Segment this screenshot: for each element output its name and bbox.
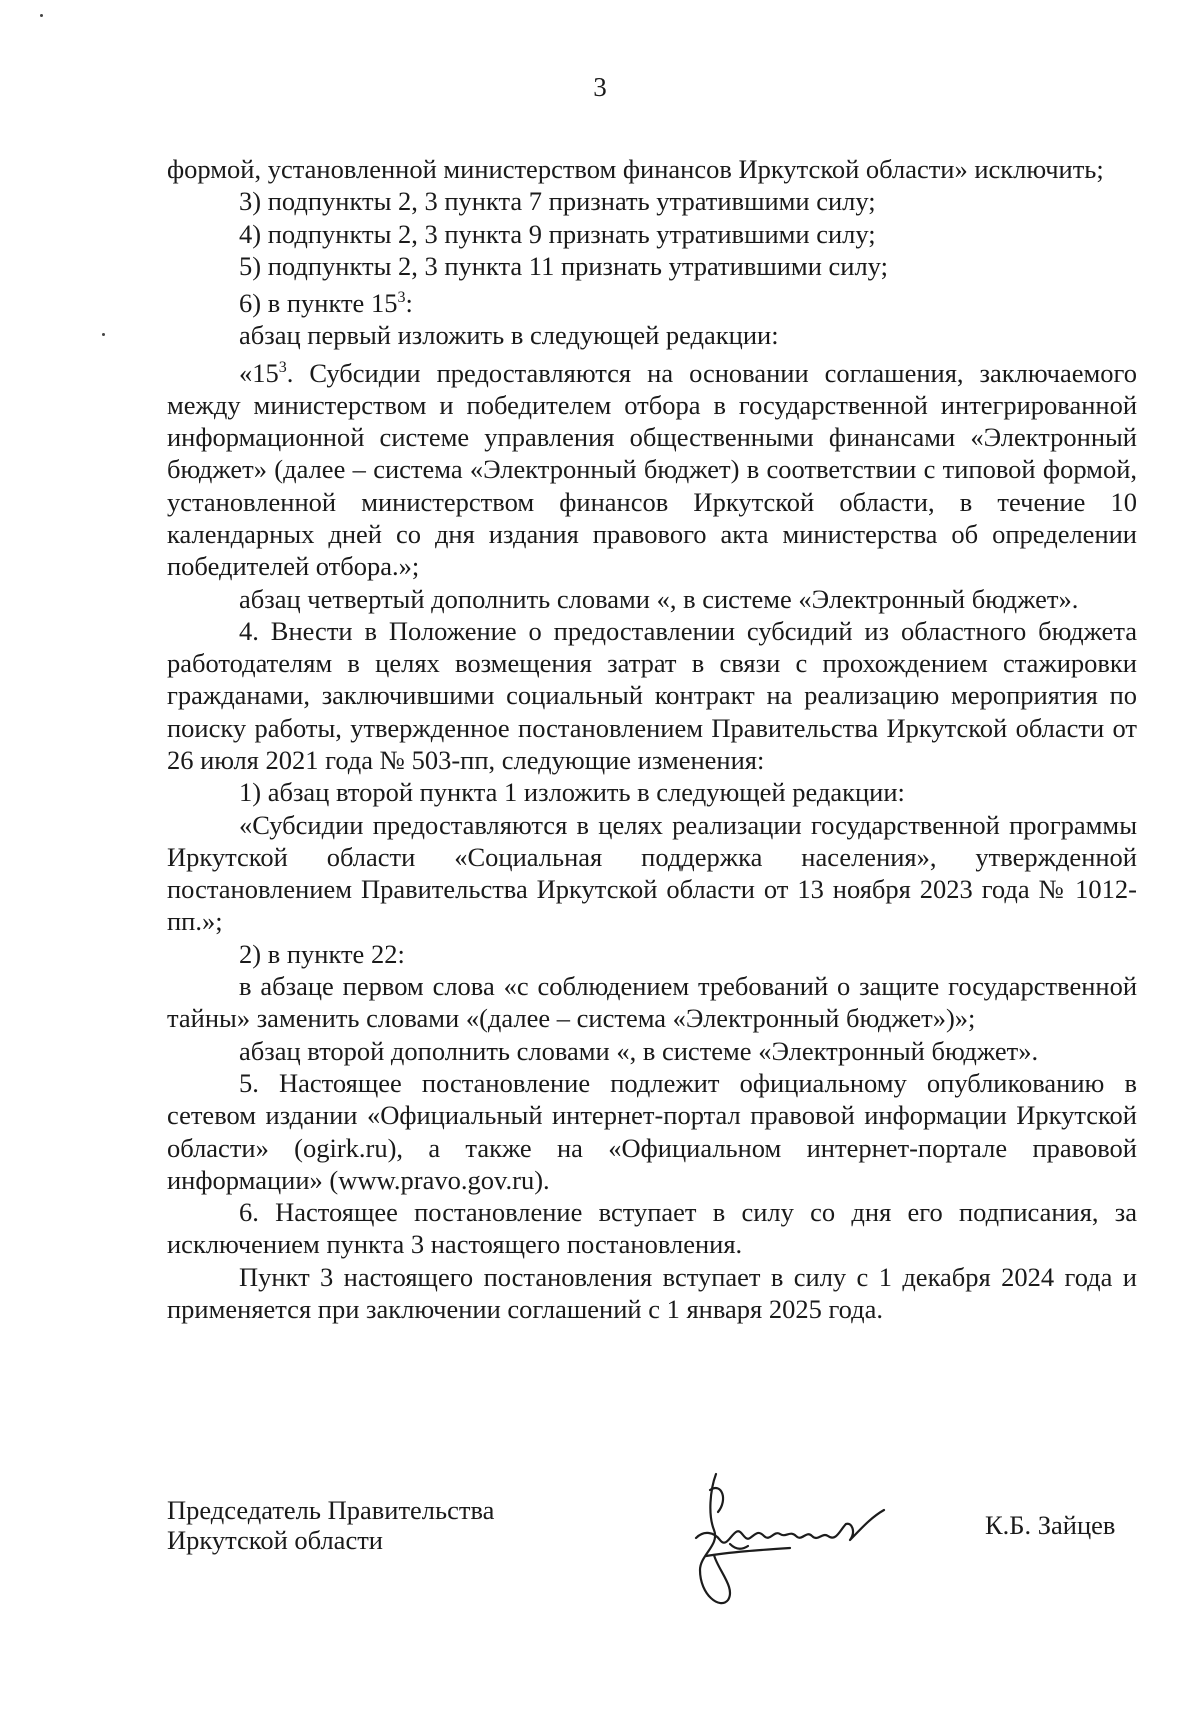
quote15-text: . Субсидии предоставляются на основании соглашения, заключаемого между министерством и победителем отбора в государственной интегрированной информационной системе управления общественными финансами «Электронный бюджет» (далее – система «Электронный бюджет) в соответствии с типовой формой, установленной министерством финансов Иркутской области, в течение 10 календарных дней со дня издания правового акта министерства об определении победителей отбора.»; — [167, 357, 1137, 582]
item6-text: 6) в пункте 15 — [239, 288, 398, 319]
scan-speck — [40, 14, 43, 17]
paragraph: абзац первый изложить в следующей редакции: — [239, 320, 779, 351]
item6-superscript: 3 — [397, 289, 406, 307]
document-body — [167, 153, 1137, 1325]
item6-tail: : — [405, 288, 413, 319]
paragraph-quote-15 — [167, 352, 1137, 583]
quote15-open: «15 — [239, 357, 279, 388]
paragraph: 3) подпункты 2, 3 пункта 7 признать утратившими силу; — [239, 186, 876, 217]
paragraph: 1) абзац второй пункта 1 изложить в следующей редакции: — [239, 777, 905, 808]
signatory-title-line: Иркутской области — [167, 1525, 383, 1555]
paragraph: абзац четвертый дополнить словами «, в системе «Электронный бюджет». — [239, 583, 1079, 614]
paragraph: 5. Настоящее постановление подлежит официальному опубликованию в сетевом издании «Официальный интернет-портал правовой информации Иркутской области» (ogirk.ru), а также на «Официальном интернет-портале правовой информации» (www.pravo.gov.ru). — [167, 1067, 1137, 1195]
paragraph: «Субсидии предоставляются в целях реализации государственной программы Иркутской области «Социальная поддержка населения», утвержденной постановлением Правительства Иркутской области от 13 ноября 2023 года № 1012-пп.»; — [167, 809, 1137, 937]
paragraph: формой, установленной министерством финансов Иркутской области» исключить; — [167, 154, 1104, 184]
quote15-superscript: 3 — [278, 358, 287, 376]
signatory-title — [167, 1495, 494, 1555]
signatory-title-line: Председатель Правительства — [167, 1495, 495, 1525]
paragraph: в абзаце первом слова «с соблюдением требований о защите государственной тайны» заменить словами «(далее – система «Электронный бюджет»)»; — [167, 971, 1137, 1034]
paragraph-item-6 — [167, 282, 1137, 319]
paragraph: 5) подпункты 2, 3 пункта 11 признать утратившими силу; — [239, 250, 888, 281]
paragraph: абзац второй дополнить словами «, в системе «Электронный бюджет». — [239, 1035, 1039, 1066]
signatory-name: К.Б. Зайцев — [985, 1510, 1116, 1540]
scan-speck — [102, 333, 105, 336]
paragraph: 4) подпункты 2, 3 пункта 9 признать утратившими силу; — [239, 218, 876, 249]
paragraph: 4. Внести в Положение о предоставлении субсидий из областного бюджета работодателям в целях возмещения затрат в связи с прохождением стажировки гражданами, заключившими социальный контракт на реализацию мероприятия по поиску работы, утвержденное постановлением Правительства Иркутской области от 26 июля 2021 года № 503-пп, следующие изменения: — [167, 615, 1137, 775]
handwritten-signature — [670, 1460, 930, 1620]
page-number: 3 — [593, 72, 607, 102]
paragraph: Пункт 3 настоящего постановления вступает в силу с 1 декабря 2024 года и применяется при заключении соглашений с 1 января 2025 года. — [167, 1261, 1137, 1325]
paragraph: 6. Настоящее постановление вступает в силу со дня его подписания, за исключением пункта 3 настоящего постановления. — [167, 1197, 1137, 1260]
paragraph: 2) в пункте 22: — [239, 938, 405, 969]
